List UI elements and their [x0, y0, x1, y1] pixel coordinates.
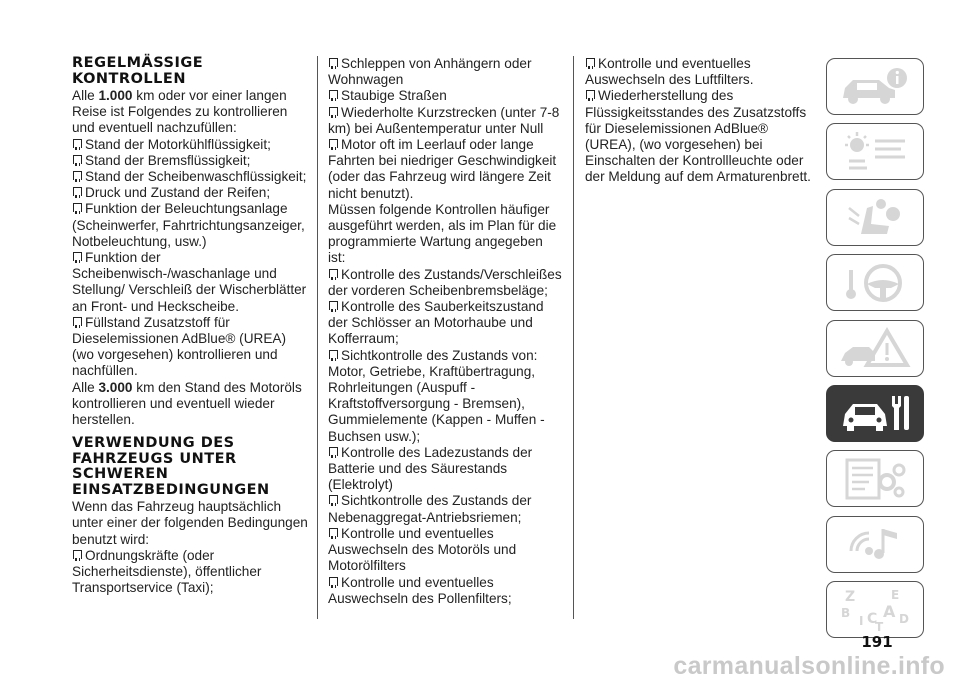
list-item: Staubige Straßen: [328, 88, 562, 104]
list-item: Kontrolle und eventuelles Auswechseln des Pollenfilters;: [328, 574, 512, 606]
list-item: Schleppen von Anhängern oder Wohnwagen: [328, 56, 532, 88]
alphabet-index-icon: [835, 587, 915, 633]
bullet-icon: [329, 447, 338, 456]
column-3: [585, 56, 819, 186]
bullet-icon: [329, 528, 338, 537]
bullet-icon: [329, 495, 338, 504]
page-number: 191: [861, 633, 893, 651]
index-letter: D: [899, 611, 909, 626]
bullet-icon: [329, 107, 338, 116]
list-item: Kontrolle des Zustands/Verschleißes der vorderen Scheibenbremsbeläge;: [328, 266, 562, 298]
list-item: Kontrolle des Sauberkeitszustand der Schlösser an Motorhaube und Kofferraum;: [328, 299, 544, 347]
tab-emergency[interactable]: [826, 320, 924, 377]
paragraph-oil: Alle 3.000 km den Stand des Motoröls kontrollieren und eventuell wieder herstellen.: [72, 379, 302, 428]
list-item: Druck und Zustand der Reifen;: [72, 185, 308, 201]
bullet-icon: [329, 139, 338, 148]
bullet-icon: [329, 301, 338, 310]
index-letter: B: [841, 605, 851, 620]
list-item: Wiederholte Kurzstrecken (unter 7-8 km) bei Außentemperatur unter Null: [328, 104, 560, 136]
bullet-icon: [586, 90, 595, 99]
list-item: Füllstand Zusatzstoff für Dieselemissionen AdBlue® (UREA) (wo vorgesehen) kontrollieren und nachfüllen.: [72, 314, 287, 379]
index-letter: Z: [845, 588, 856, 605]
paragraph-intro: Alle 1.000 km oder vor einer langen Reise ist Folgendes zu kontrollieren und eventuell nachzufüllen:: [72, 88, 288, 136]
airbag-seat-icon: [835, 194, 915, 240]
chapter-tabs: [826, 58, 926, 647]
list-item: Motor oft im Leerlauf oder lange Fahrten bei niedriger Geschwindigkeit (oder das Fahrzeug wird längere Zeit nicht benutzt).: [328, 137, 557, 201]
bullet-icon: [73, 155, 82, 164]
bullet-icon: [329, 269, 338, 278]
column-divider-1: [317, 56, 318, 619]
list-item: Funktion der Beleuchtungsanlage (Scheinwerfer, Fahrtrichtungsanzeiger, Notbeleuchtung, usw.): [72, 201, 305, 249]
bullet-icon: [329, 90, 338, 99]
warning-triangle-car-icon: [835, 325, 915, 371]
dashboard-light-icon: [835, 129, 915, 175]
bullet-icon: [73, 317, 82, 326]
bullet-icon: [586, 58, 595, 67]
column-1: [72, 56, 308, 596]
tab-multimedia[interactable]: [826, 516, 924, 573]
car-info-icon: [835, 64, 915, 110]
bullet-icon: [73, 139, 82, 148]
index-letter: A: [883, 601, 896, 621]
bullet-icon: [329, 350, 338, 359]
column-divider-2: [573, 56, 574, 619]
bullet-icon: [73, 550, 82, 559]
paragraph-frequent-checks: Müssen folgende Kontrollen häufiger ausgeführt werden, als im Plan für die programmierte Wartung angegeben ist:: [328, 201, 557, 266]
list-item: Sichtkontrolle des Zustands der Nebenaggregat-Antriebsriemen;: [328, 493, 532, 525]
bullet-icon: [73, 252, 82, 261]
list-item: Kontrolle und eventuelles Auswechseln des Luftfilters.: [585, 56, 754, 88]
index-letter: T: [875, 619, 884, 633]
spec-sheet-gears-icon: [835, 456, 915, 502]
bullet-icon: [329, 577, 338, 586]
list-item: Wiederherstellung des Flüssigkeitsstandes des Zusatzstoffs für Dieselemissionen AdBlue® (UREA), (wo vorgesehen) bei Einschalten der Kontrollleuchte oder der Meldung auf dem Armaturenbrett.: [585, 88, 811, 185]
tab-maintenance[interactable]: [826, 385, 924, 442]
tab-safety[interactable]: [826, 189, 924, 246]
heading-heavy-use: VERWENDUNG DES FAHRZEUGS UNTER SCHWEREN EINSATZBEDINGUNGEN: [72, 435, 270, 498]
list-item: Ordnungskräfte (oder Sicherheitsdienste), öffentlicher Transportservice (Taxi);: [72, 547, 262, 596]
watermark: carmanualsonline.info: [673, 652, 945, 680]
bullet-icon: [73, 187, 82, 196]
list-item: Kontrolle des Ladezustands der Batterie und des Säurestands (Elektrolyt): [328, 444, 533, 493]
paragraph-heavy-use: Wenn das Fahrzeug hauptsächlich unter einer der folgenden Bedingungen benutzt wird:: [72, 499, 308, 547]
index-letter: C: [867, 610, 878, 627]
list-item: Stand der Bremsflüssigkeit;: [72, 153, 308, 169]
heading-regular-checks: REGELMÄSSIGE KONTROLLEN: [72, 55, 204, 87]
list-item: Funktion der Scheibenwisch-/waschanlage und Stellung/ Verschleiß der Wischerblätter an Front- und Heckscheibe.: [72, 250, 307, 314]
car-wrench-icon: [835, 390, 915, 436]
key-steering-wheel-icon: [835, 260, 915, 306]
index-letter: I: [859, 613, 864, 628]
list-item: Stand der Motorkühlflüssigkeit;: [72, 137, 308, 153]
multimedia-icon: [835, 521, 915, 567]
index-letter: E: [891, 587, 900, 602]
list-item: Kontrolle und eventuelles Auswechseln des Motoröls und Motorölfilters: [328, 525, 517, 574]
list-item: Stand der Scheibenwaschflüssigkeit;: [72, 169, 308, 185]
bullet-icon: [73, 203, 82, 212]
tab-dashboard[interactable]: [826, 123, 924, 180]
tab-specs[interactable]: [826, 450, 924, 507]
bullet-icon: [73, 171, 82, 180]
bullet-icon: [329, 58, 338, 67]
tab-index[interactable]: [826, 581, 924, 638]
tab-car-info[interactable]: [826, 58, 924, 115]
column-2: [328, 56, 562, 607]
list-item: Sichtkontrolle des Zustands von: Motor, Getriebe, Kraftübertragung, Rohrleitungen (Auspuff - Kraftstoffversorgung - Bremsen), Gummielemente (Kappen - Muffen - Buchsen usw.);: [328, 347, 545, 444]
tab-starting[interactable]: [826, 254, 924, 311]
